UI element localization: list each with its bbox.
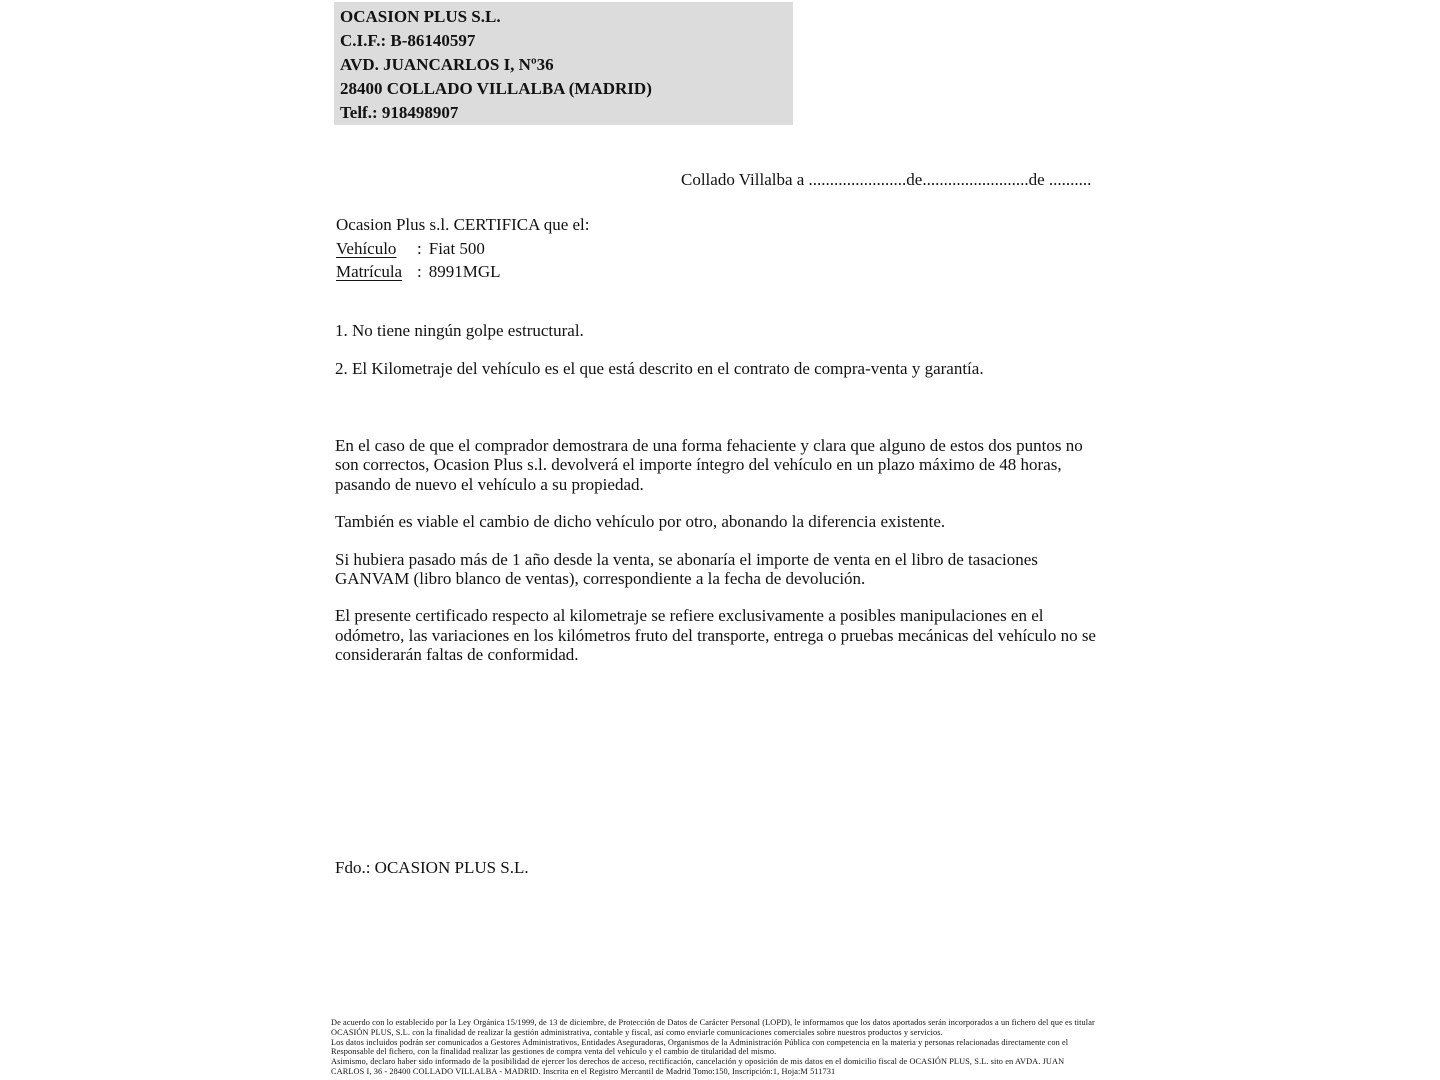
plate-label-wrap bbox=[336, 260, 417, 284]
vehicle-label: Vehículo bbox=[336, 238, 397, 258]
legal-footer-line-3: Los datos incluidos podrán ser comunicados a Gestores Administrativos, Entidades Aseguradoras, Organismos de la Administración Pública con competencia en la materia y personas relacionadas directamente con el bbox=[331, 1037, 1069, 1047]
vehicle-value: Fiat 500 bbox=[428, 238, 485, 258]
terms-paragraph-ganvam: Si hubiera pasado más de 1 año desde la venta, se abonaría el importe de venta en el libro de tasaciones GANVAM (libro blanco de ventas), correspondiente a la fecha de devolución. bbox=[335, 549, 1038, 589]
company-cif: C.I.F.: B-86140597 bbox=[340, 31, 476, 50]
company-header-box bbox=[334, 2, 793, 125]
signature-line: Fdo.: OCASION PLUS S.L. bbox=[335, 858, 529, 877]
date-line: Collado Villalba a .......................de.........................de .......... bbox=[681, 170, 1092, 189]
legal-footer-line-1: De acuerdo con lo establecido por la Ley Orgánica 15/1999, de 13 de diciembre, de Protección de Datos de Carácter Personal (LOPD), le informamos que los datos aportados serán incorporados a un fichero del que es titular bbox=[331, 1018, 1095, 1027]
plate-separator: : bbox=[417, 262, 422, 281]
legal-footer-line-6: CARLOS I, 36 - 28400 COLLADO VILLALBA - MADRID. Inscrita en el Registro Mercantil de Madrid Tomo:150, Inscripción:1, Hoja:M 511731 bbox=[331, 1066, 836, 1076]
company-phone: Telf.: 918498907 bbox=[340, 103, 459, 122]
certification-block bbox=[336, 213, 590, 284]
legal-footer-line-5: Asimismo, declaro haber sido informado de la posibilidad de ejercer los derechos de acceso, rectificación, cancelación y oposición de mis datos en el domicilio fiscal de OCASIÓN PLUS, S.L. sito en AVDA. JUAN bbox=[331, 1057, 1065, 1067]
legal-footer-line-2: OCASIÓN PLUS, S.L. con la finalidad de realizar la gestión administrativa, contable y fiscal, así como enviarle comunicaciones comerciales sobre nuestros productos y servicios. bbox=[331, 1027, 943, 1037]
legal-footer-line-4: Responsable del fichero, con la finalidad realizar las gestiones de compra venta del vehículo y el cambio de titularidad del mismo. bbox=[331, 1047, 777, 1057]
vehicle-field bbox=[336, 237, 590, 261]
company-address: AVD. JUANCARLOS I, Nº36 bbox=[340, 55, 554, 74]
conditions-list bbox=[335, 321, 1098, 379]
plate-value: 8991MGL bbox=[428, 262, 501, 281]
vehicle-separator: : bbox=[417, 238, 422, 258]
vehicle-label-wrap bbox=[336, 237, 417, 261]
company-city: 28400 COLLADO VILLALBA (MADRID) bbox=[340, 79, 652, 98]
plate-field bbox=[336, 260, 590, 284]
terms-paragraph-refund: En el caso de que el comprador demostrara de una forma fehaciente y clara que alguno de estos dos puntos no son correctos, Ocasion Plus s.l. devolverá el importe íntegro del vehículo en un plazo máximo de 48 horas, pasando de nuevo el vehículo a su propiedad. bbox=[335, 436, 1083, 494]
terms-paragraph-exchange: También es viable el cambio de dicho vehículo por otro, abonando la diferencia existente. bbox=[335, 512, 946, 532]
condition-item-1: 1. No tiene ningún golpe estructural. bbox=[335, 321, 584, 340]
certification-intro: Ocasion Plus s.l. CERTIFICA que el: bbox=[336, 215, 590, 234]
legal-footer bbox=[331, 1018, 1111, 1077]
condition-item-2: 2. El Kilometraje del vehículo es el que está descrito en el contrato de compra-venta y garantía. bbox=[335, 359, 984, 378]
plate-label: Matrícula bbox=[336, 262, 403, 281]
company-name: OCASION PLUS S.L. bbox=[340, 7, 501, 26]
terms-section bbox=[335, 436, 1098, 683]
terms-paragraph-odometer: El presente certificado respecto al kilometraje se refiere exclusivamente a posibles manipulaciones en el odómetro, las variaciones en los kilómetros fruto del transporte, entrega o pruebas mecánicas del vehículo no se considerarán faltas de conformidad. bbox=[335, 606, 1096, 665]
